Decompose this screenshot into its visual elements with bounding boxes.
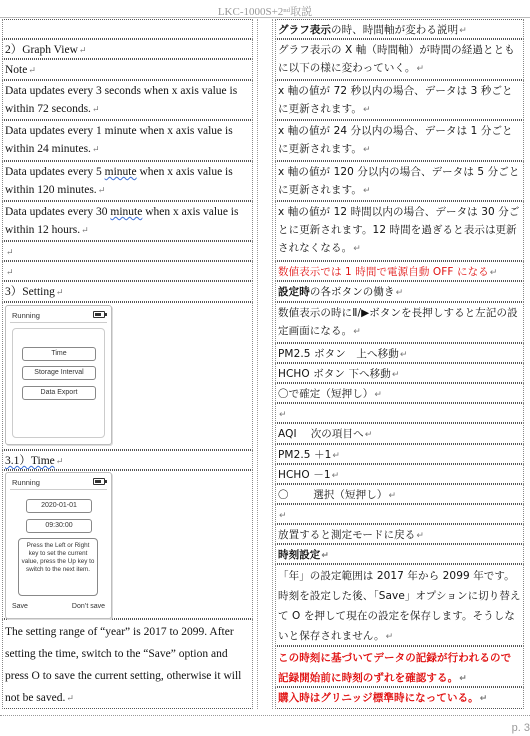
right-row-auto-off: 数値表示では 1 時間で電源自動 OFF になる↵ — [275, 261, 524, 281]
right-row-graph-desc: グラフ表示の X 軸（時間軸）が時間の経過とともに以下の様に変わっていく。↵ — [275, 39, 524, 80]
right-row-pm25-plus: PM2.5 ＋1↵ — [275, 444, 524, 464]
data-export-button[interactable]: Data Export — [22, 386, 96, 400]
screen-title: Running — [12, 478, 40, 487]
left-row-rule-2: Data updates every 1 minute when x axis value is within 24 minutes.↵ — [2, 120, 253, 161]
battery-icon — [93, 478, 105, 485]
right-row-idle-return: 放置すると測定モードに戻る↵ — [275, 524, 524, 544]
settings-screen-mockup — [5, 305, 112, 445]
right-row-long-press: 数値表示の時にⅡ/▶ボタンを長押しすると左記の設定画面になる。↵ — [275, 302, 524, 343]
right-row-confirm: 〇で確定（短押し）↵ — [275, 383, 524, 403]
page-number: p. 3 — [511, 722, 530, 734]
left-row-empty-1: ↵ — [2, 241, 253, 261]
menu-panel — [12, 328, 105, 438]
storage-interval-button[interactable]: Storage Interval — [22, 366, 96, 380]
right-row-rule-2: x 軸の値が 24 分以内の場合、データは 1 分ごとに更新されます。↵ — [275, 120, 524, 161]
footer-divider — [0, 715, 530, 716]
left-row-time: 3.1）Time↵ — [2, 450, 253, 470]
screen-title: Running — [12, 311, 40, 320]
right-row-record-warning: この時刻に基づいてデータの記録が行われるので記録開始前に時刻のずれを確認する。↵ — [275, 646, 524, 687]
rule-1-text: Data updates every 3 seconds when x axis value is within 72 seconds. — [5, 85, 238, 115]
time-heading: 3.1）Time — [5, 455, 55, 467]
setting-heading: 3）Setting — [5, 286, 55, 298]
dont-save-option[interactable]: Don’t save — [71, 603, 105, 610]
graph-view-heading: 2）Graph View — [5, 44, 78, 56]
note-label: Note — [5, 64, 28, 76]
document-header: LKC-1000S+2ⁿᵈ取説 — [217, 6, 313, 18]
right-row-hcho-minus: HCHO －1↵ — [275, 464, 524, 484]
header-divider — [0, 17, 530, 18]
left-row-rule-1: Data updates every 3 seconds when x axis value is within 72 seconds.↵ — [2, 80, 253, 120]
right-row-select: 〇 選択（短押し）↵ — [275, 484, 524, 504]
spellcheck-underline: minute — [110, 206, 143, 218]
time-button[interactable]: Time — [22, 347, 96, 361]
left-row-graph-view: 2）Graph View↵ — [2, 39, 253, 59]
save-option[interactable]: Save — [12, 603, 28, 610]
right-row-rule-1: x 軸の値が 72 秒以内の場合、データは 3 秒ごとに更新されます。↵ — [275, 80, 524, 120]
right-row-graph-heading: グラフ表示の時、時間軸が変わる説明↵ — [275, 19, 524, 39]
right-row-hcho-down: HCHO ボタン 下へ移動↵ — [275, 363, 524, 383]
instruction-message: Press the Left or Right key to set the current value, press the Up key to switch to the next item. — [18, 538, 98, 596]
right-row-button-heading: 設定時の各ボタンの働き↵ — [275, 281, 524, 302]
page-body — [0, 19, 530, 735]
time-setting-screen-mockup — [5, 472, 112, 619]
left-row-blank — [2, 19, 253, 39]
right-row-aqi: AQI 次の項目へ↵ — [275, 423, 524, 444]
left-row-setting: 3）Setting↵ — [2, 281, 253, 302]
left-row-empty-2: ↵ — [2, 261, 253, 281]
battery-icon — [93, 311, 105, 318]
left-row-rule-4: Data updates every 30 minute when x axis value is within 12 hours.↵ — [2, 201, 253, 241]
rule-2-text: Data updates every 1 minute when x axis value is within 24 minutes. — [5, 125, 233, 155]
right-row-rule-4: x 軸の値が 12 時間以内の場合、データは 30 分ごとに更新されます。12 時間を過ぎると表示は更新されなくなる。↵ — [275, 201, 524, 261]
right-row-empty-1: ↵ — [275, 403, 524, 423]
left-row-time-desc: The setting range of “year” is 2017 to 2099. After setting the time, switch to the “Save” option and press O to save the current setting, otherwise it will not be saved.↵ — [2, 619, 253, 709]
right-row-pm25-up: PM2.5 ボタン 上へ移動↵ — [275, 343, 524, 363]
right-row-gmt-note: 購入時はグリニッジ標準時になっている。↵ — [275, 687, 524, 709]
spellcheck-underline: minute — [104, 166, 137, 178]
right-row-rule-3: x 軸の値が 120 分以内の場合、データは 5 分ごとに更新されます。↵ — [275, 161, 524, 201]
left-row-note: Note↵ — [2, 59, 253, 80]
right-row-empty-2: ↵ — [275, 504, 524, 524]
right-row-time-desc: 「年」の設定範囲は 2017 年から 2099 年です。時刻を設定した後、「Save」オプションに切り替えて O を押して現在の設定を保存します。そうしないと保存されません。↵ — [275, 564, 524, 646]
date-field[interactable]: 2020-01-01 — [26, 499, 92, 513]
column-gutter — [257, 19, 273, 709]
left-row-rule-3: Data updates every 5 minute when x axis value is within 120 minutes.↵ — [2, 161, 253, 201]
time-field[interactable]: 09:30:00 — [26, 519, 92, 533]
time-description: The setting range of “year” is 2017 to 2099. After setting the time, switch to the “Save” option and press O to save the current setting, otherwise it will not be saved. — [5, 626, 242, 704]
right-row-time-setting: 時刻設定↵ — [275, 544, 524, 564]
